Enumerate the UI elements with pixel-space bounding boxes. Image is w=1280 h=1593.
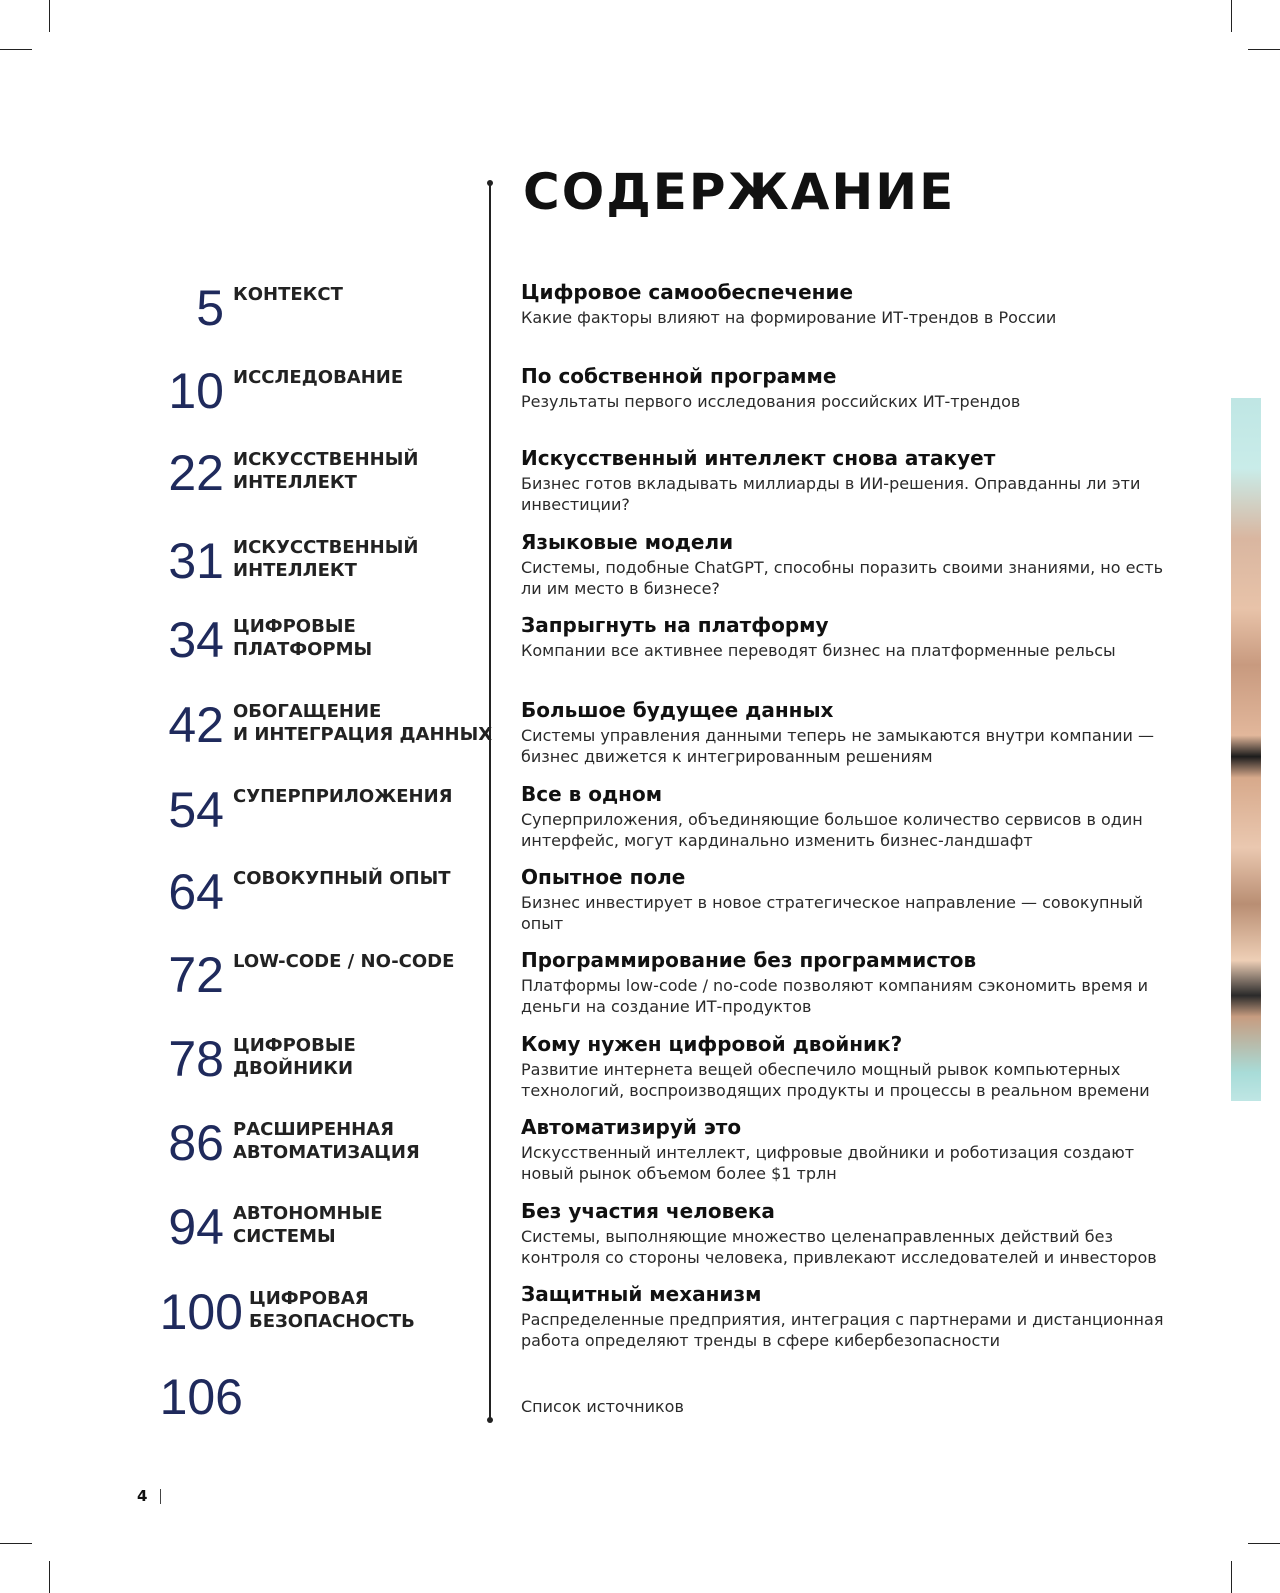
toc-page-number[interactable]: 10 [168,363,224,419]
toc-section-label: РАСШИРЕННАЯ АВТОМАТИЗАЦИЯ [233,1119,420,1163]
toc-article-desc: Системы управления данными теперь не замыкаются внутри компании — бизнес движется к интегрированным решениям [521,726,1155,766]
toc-section-label: ЦИФРОВЫЕ ДВОЙНИКИ [233,1035,356,1079]
toc-article-title[interactable]: Защитный механизм [521,1282,762,1306]
toc-section-label: СУПЕРПРИЛОЖЕНИЯ [233,786,453,807]
toc-article-title[interactable]: Языковые модели [521,530,734,554]
toc-page-number[interactable]: 100 [159,1284,243,1340]
toc-section-label: СОВОКУПНЫЙ ОПЫТ [233,868,451,889]
toc-article-desc: Системы, выполняющие множество целенаправленных действий без контроля со стороны человека, привлекают исследователей и инвесторов [521,1227,1157,1267]
toc-page-number[interactable]: 34 [168,612,224,668]
crop-mark [1248,49,1280,50]
toc-page-number[interactable]: 78 [168,1031,224,1087]
sources-link[interactable]: Список источников [521,1397,684,1416]
toc-page-number[interactable]: 94 [168,1199,224,1255]
toc-page-number[interactable]: 5 [196,280,224,336]
crop-mark [1231,0,1232,32]
toc-section-label: ИССЛЕДОВАНИЕ [233,367,404,388]
toc-page-number[interactable]: 22 [168,445,224,501]
divider-dot [487,180,493,186]
crop-mark [1248,1543,1280,1544]
toc-section-label: ОБОГАЩЕНИЕ И ИНТЕГРАЦИЯ ДАННЫХ [233,701,493,745]
toc-page-number[interactable]: 64 [168,864,224,920]
toc-article-title[interactable]: По собственной программе [521,364,837,388]
toc-page-number[interactable]: 54 [168,782,224,838]
toc-section-label: ИСКУССТВЕННЫЙ ИНТЕЛЛЕКТ [233,449,419,493]
toc-article-desc: Компании все активнее переводят бизнес на платформенные рельсы [521,641,1116,660]
crop-mark [1231,1561,1232,1593]
divider-dot [487,1417,493,1423]
vertical-divider [489,182,491,1421]
toc-article-desc: Бизнес готов вкладывать миллиарды в ИИ-решения. Оправданны ли эти инвестиции? [521,474,1141,514]
toc-section-label: LOW-CODE / NO-CODE [233,951,455,972]
toc-article-desc: Развитие интернета вещей обеспечило мощный рывок компьютерных технологий, воспроизводящих продукты и процессы в реальном времени [521,1060,1150,1100]
toc-article-desc: Бизнес инвестирует в новое стратегическое направление — совокупный опыт [521,893,1143,933]
crop-mark [0,49,32,50]
toc-page-number[interactable]: 31 [168,533,224,589]
toc-article-title[interactable]: Без участия человека [521,1199,775,1223]
toc-article-desc: Суперприложения, объединяющие большое количество сервисов в один интерфейс, могут кардинально изменить бизнес-ландшафт [521,810,1143,850]
toc-article-title[interactable]: Кому нужен цифровой двойник? [521,1032,903,1056]
toc-article-title[interactable]: Автоматизируй это [521,1115,742,1139]
toc-section-label: КОНТЕКСТ [233,284,343,305]
toc-section-label: ЦИФРОВАЯ БЕЗОПАСНОСТЬ [249,1288,415,1332]
toc-article-desc: Результаты первого исследования российских ИТ-трендов [521,392,1021,411]
crop-mark [0,1543,32,1544]
page-title: СОДЕРЖАНИЕ [523,163,956,221]
toc-article-title[interactable]: Цифровое самообеспечение [521,280,854,304]
toc-article-title[interactable]: Искусственный интеллект снова атакует [521,446,996,470]
toc-section-label: ЦИФРОВЫЕ ПЛАТФОРМЫ [233,616,373,660]
toc-article-desc: Системы, подобные ChatGPT, способны поразить своими знаниями, но есть ли им место в бизнесе? [521,558,1164,598]
toc-page-number[interactable]: 72 [168,947,224,1003]
footer-page-number: 4 [137,1487,148,1505]
toc-article-desc: Распределенные предприятия, интеграция с партнерами и дистанционная работа определяют тренды в сфере кибербезопасности [521,1310,1164,1350]
decorative-photo-strip [1231,398,1261,1101]
toc-article-title[interactable]: Большое будущее данных [521,698,834,722]
crop-mark [49,1561,50,1593]
toc-section-label: ИСКУССТВЕННЫЙ ИНТЕЛЛЕКТ [233,537,419,581]
toc-section-label: АВТОНОМНЫЕ СИСТЕМЫ [233,1203,383,1247]
toc-page-number[interactable]: 42 [168,697,224,753]
toc-article-title[interactable]: Запрыгнуть на платформу [521,613,829,637]
crop-mark [49,0,50,32]
toc-article-desc: Какие факторы влияют на формирование ИТ-трендов в России [521,308,1057,327]
toc-article-title[interactable]: Опытное поле [521,865,686,889]
footer-divider [160,1489,161,1504]
toc-article-desc: Искусственный интеллект, цифровые двойники и роботизация создают новый рынок объемом более $1 трлн [521,1143,1135,1183]
sources-page-number[interactable]: 106 [159,1369,243,1425]
toc-article-desc: Платформы low-code / no-code позволяют компаниям сэкономить время и деньги на создание ИТ-продуктов [521,976,1149,1016]
toc-article-title[interactable]: Все в одном [521,782,663,806]
toc-article-title[interactable]: Программирование без программистов [521,948,977,972]
toc-page-number[interactable]: 86 [168,1115,224,1171]
